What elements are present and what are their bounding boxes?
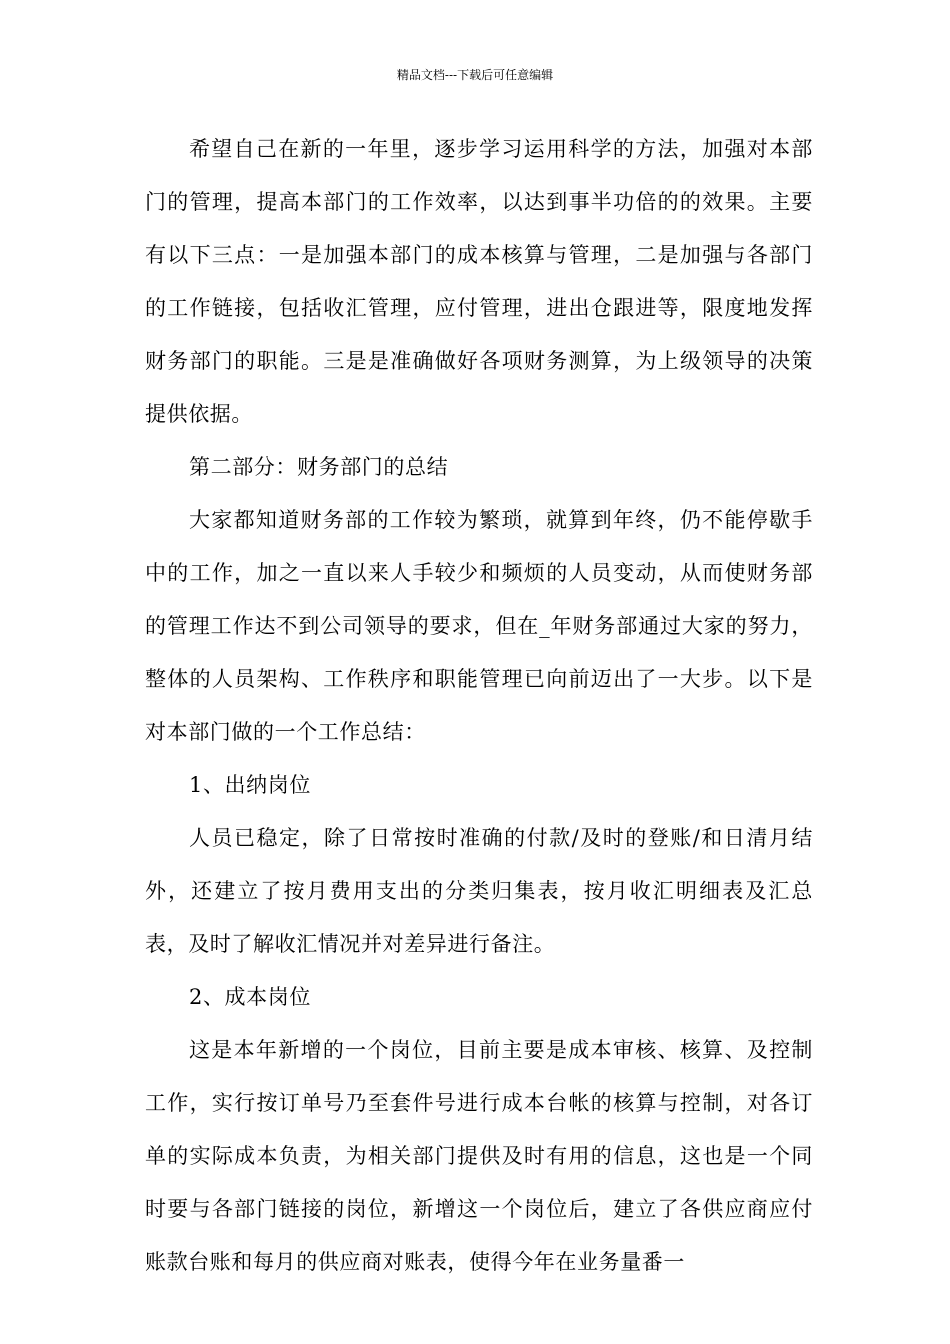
text-line: 制工作，实行按订单号乃至套件号进行成本台帐的核算与控制，对 (145, 1038, 813, 1115)
paragraph-cost (145, 1024, 813, 1289)
text-line: 大家都知道财务部的工作较为繁琐，就算到年终，仍不能停歇 (189, 508, 792, 532)
section-heading-part-two (145, 441, 813, 494)
text-line: 手中的工作，加之一直以来人手较少和频烦的人员变动，从而使财 (145, 508, 813, 585)
text-line: 各订单的实际成本负责，为相关部门提供及时有用的信息，这也是 (145, 1091, 813, 1168)
text-line: 务部的管理工作达不到公司领导的要求，但在_年财务部通过大家的 (145, 561, 813, 638)
subheading-cost (145, 971, 813, 1024)
text-line: 以下是对本部门做的一个工作总结： (145, 667, 813, 744)
text-line: 努力，整体的人员架构、工作秩序和职能管理已向前迈出了一大步。 (145, 614, 813, 691)
text-line: 1、出纳岗位 (189, 773, 311, 797)
subheading-cashier (145, 759, 813, 812)
document-body (145, 123, 813, 1289)
text-line: 2、成本岗位 (189, 985, 311, 1009)
paragraph-goals (145, 123, 813, 441)
text-line: 应商应付账款台账和每月的供应商对账表，使得今年在业务量番一 (145, 1197, 813, 1274)
text-line: 领导的决策提供依据。 (145, 349, 814, 426)
text-line: 第二部分：财务部门的总结 (189, 455, 449, 479)
paragraph-summary-intro (145, 494, 813, 759)
text-line: 度地发挥财务部门的职能。三是是准确做好各项财务测算，为上级 (145, 296, 813, 373)
text-line: 各部门的工作链接，包括收汇管理，应付管理，进出仓跟进等，限 (145, 243, 813, 320)
text-line: 部门的管理，提高本部门的工作效率，以达到事半功倍的的效果。 (145, 137, 813, 214)
paragraph-cashier (145, 812, 813, 971)
text-line: 主要有以下三点：一是加强本部门的成本核算与管理，二是加强与 (145, 190, 813, 267)
text-line: 希望自己在新的一年里，逐步学习运用科学的方法，加强对本 (189, 137, 792, 161)
text-line: 结外，还建立了按月费用支出的分类归集表，按月收汇明细表及汇 (145, 826, 813, 903)
text-line: 总表，及时了解收汇情况并对差异进行备注。 (145, 879, 813, 956)
text-line: 人员已稳定，除了日常按时准确的付款/及时的登账/和日清月 (189, 826, 792, 850)
text-line: 这是本年新增的一个岗位，目前主要是成本审核、核算、及控 (189, 1038, 792, 1062)
page-header: 精品文档---下载后可任意编辑 (396, 68, 554, 82)
text-line: 一个同时要与各部门链接的岗位，新增这一个岗位后，建立了各供 (145, 1144, 813, 1221)
